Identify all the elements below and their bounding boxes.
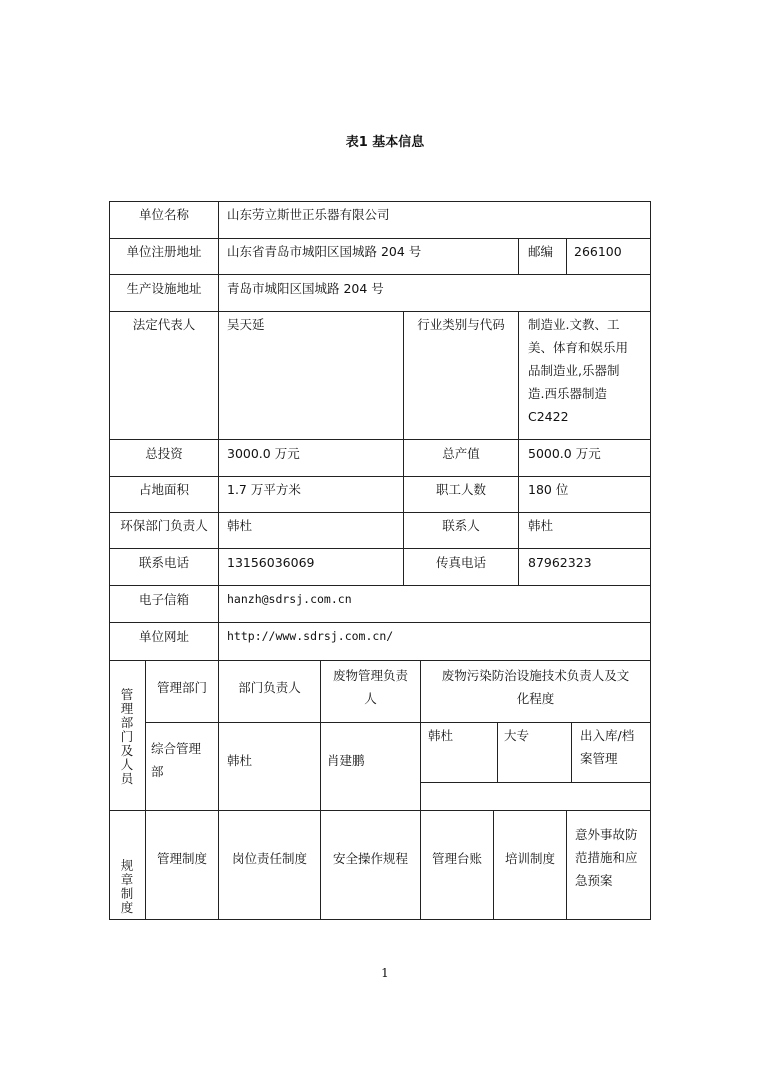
- mgmt-head-value: 韩杜: [227, 753, 253, 768]
- reg-address-label: 单位注册地址: [126, 244, 202, 259]
- industry-value: 制造业.文教、工 美、体育和娱乐用 品制造业,乐器制 造.西乐器制造 C2422: [528, 317, 629, 424]
- postcode-label: 邮编: [528, 244, 554, 259]
- output-label: 总产值: [442, 446, 480, 461]
- website-label: 单位网址: [138, 629, 189, 644]
- unit-name-label: 单位名称: [138, 207, 189, 222]
- regulation-item: 安全操作规程: [332, 851, 408, 866]
- output-value: 5000.0 万元: [528, 446, 601, 461]
- contact-value: 韩杜: [528, 518, 554, 533]
- email-label: 电子信箱: [138, 592, 189, 607]
- contact-label: 联系人: [442, 518, 480, 533]
- area-value: 1.7 万平方米: [227, 482, 301, 497]
- facility-address-label: 生产设施地址: [126, 281, 202, 296]
- phone-label: 联系电话: [138, 555, 189, 570]
- tech-name-value: 韩杜: [428, 728, 454, 743]
- tech-edu-value: 大专: [504, 728, 530, 743]
- regulations-side-label: 规章制度: [120, 858, 134, 915]
- email-value: hanzh@sdrsj.com.cn: [227, 592, 352, 606]
- page-number: 1: [381, 966, 389, 980]
- legal-rep-value: 吴天延: [227, 317, 265, 332]
- reg-address-value: 山东省青岛市城阳区国城路 204 号: [227, 244, 422, 259]
- mgmt-dept-header: 管理部门: [156, 680, 207, 695]
- staff-value: 180 位: [528, 482, 569, 497]
- regulation-item: 岗位责任制度: [231, 851, 307, 866]
- investment-label: 总投资: [145, 446, 183, 461]
- tech-head-header: 废物污染防治设施技术负责人及文 化程度: [441, 668, 630, 706]
- fax-label: 传真电话: [435, 555, 486, 570]
- unit-name-value: 山东劳立斯世正乐器有限公司: [227, 207, 390, 222]
- env-head-value: 韩杜: [227, 518, 253, 533]
- investment-value: 3000.0 万元: [227, 446, 300, 461]
- page-title: 表1 基本信息: [345, 135, 425, 150]
- tech-duty-value: 出入库/档 案管理: [580, 728, 635, 766]
- postcode-value: 266100: [574, 244, 622, 259]
- waste-head-header: 废物管理负责 人: [332, 668, 408, 706]
- industry-label: 行业类别与代码: [417, 317, 505, 332]
- facility-address-value: 青岛市城阳区国城路 204 号: [227, 281, 384, 296]
- phone-value: 13156036069: [227, 555, 315, 570]
- fax-value: 87962323: [528, 555, 592, 570]
- management-side-label: 管理部门及人员: [120, 687, 134, 786]
- regulation-item: 管理制度: [156, 851, 207, 866]
- staff-label: 职工人数: [435, 482, 486, 497]
- mgmt-head-header: 部门负责人: [238, 680, 301, 695]
- regulation-item: 培训制度: [504, 851, 555, 866]
- regulation-item: 管理台账: [431, 851, 482, 866]
- mgmt-dept-value: 综合管理 部: [151, 741, 202, 779]
- legal-rep-label: 法定代表人: [132, 317, 196, 332]
- env-head-label: 环保部门负责人: [120, 518, 208, 533]
- area-label: 占地面积: [138, 482, 189, 497]
- waste-head-value: 肖建鹏: [327, 753, 365, 768]
- regulation-item-emergency: 意外事故防 范措施和应 急预案: [575, 827, 638, 888]
- website-value: http://www.sdrsj.com.cn/: [227, 629, 394, 643]
